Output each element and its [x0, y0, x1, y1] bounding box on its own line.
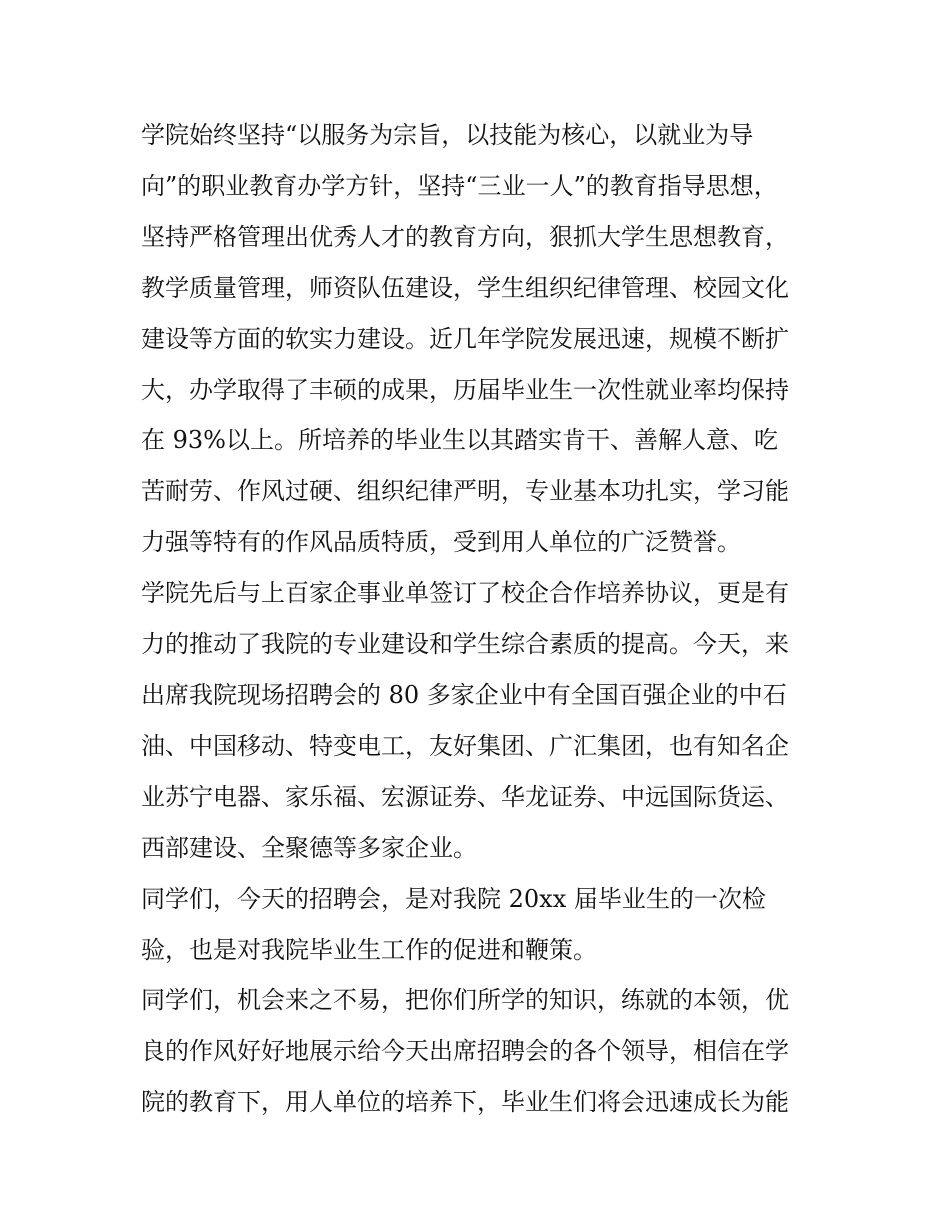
text-line: 验，也是对我院毕业生工作的促进和鞭策。 — [141, 935, 597, 964]
text-line: 良的作风好好地展示给今天出席招聘会的各个领导，相信在学 — [141, 1037, 789, 1066]
text-line: 教学质量管理，师资队伍建设，学生组织纪律管理、校园文化 — [141, 273, 789, 302]
text-line: 学院始终坚持“以服务为宗旨，以技能为核心，以就业为导 — [141, 121, 754, 149]
text-line: 西部建设、全聚德等多家企业。 — [141, 833, 477, 862]
text-line: 向”的职业教育办学方针，坚持“三业一人”的教育指导思想， — [141, 171, 778, 200]
text-line: 业苏宁电器、家乐福、宏源证券、华龙证券、中远国际货运、 — [141, 782, 789, 811]
text-line: 在 93%以上。所培养的毕业生以其踏实肯干、善解人意、吃 — [141, 426, 778, 455]
text-line: 力强等特有的作风品质特质，受到用人单位的广泛赞誉。 — [141, 528, 741, 557]
text-line: 院的教育下，用人单位的培养下，毕业生们将会迅速成长为能 — [141, 1088, 789, 1117]
text-line: 同学们，今天的招聘会，是对我院 20xx 届毕业生的一次检 — [141, 884, 766, 913]
text-line: 苦耐劳、作风过硬、组织纪律严明，专业基本功扎实，学习能 — [141, 477, 789, 506]
text-line: 出席我院现场招聘会的 80 多家企业中有全国百强企业的中石 — [141, 680, 787, 709]
text-line: 力的推动了我院的专业建设和学生综合素质的提高。今天，来 — [141, 630, 789, 659]
document-body — [141, 110, 831, 1128]
text-line: 同学们，机会来之不易，把你们所学的知识，练就的本领，优 — [141, 986, 789, 1015]
text-line: 油、中国移动、特变电工，友好集团、广汇集团，也有知名企 — [141, 731, 789, 760]
text-line: 建设等方面的软实力建设。近几年学院发展迅速，规模不断扩 — [141, 324, 789, 353]
text-line: 大，办学取得了丰硕的成果，历届毕业生一次性就业率均保持 — [141, 375, 789, 404]
text-line: 学院先后与上百家企事业单签订了校企合作培养协议，更是有 — [141, 579, 789, 608]
text-line: 坚持严格管理出优秀人才的教育方向，狠抓大学生思想教育， — [141, 222, 789, 251]
